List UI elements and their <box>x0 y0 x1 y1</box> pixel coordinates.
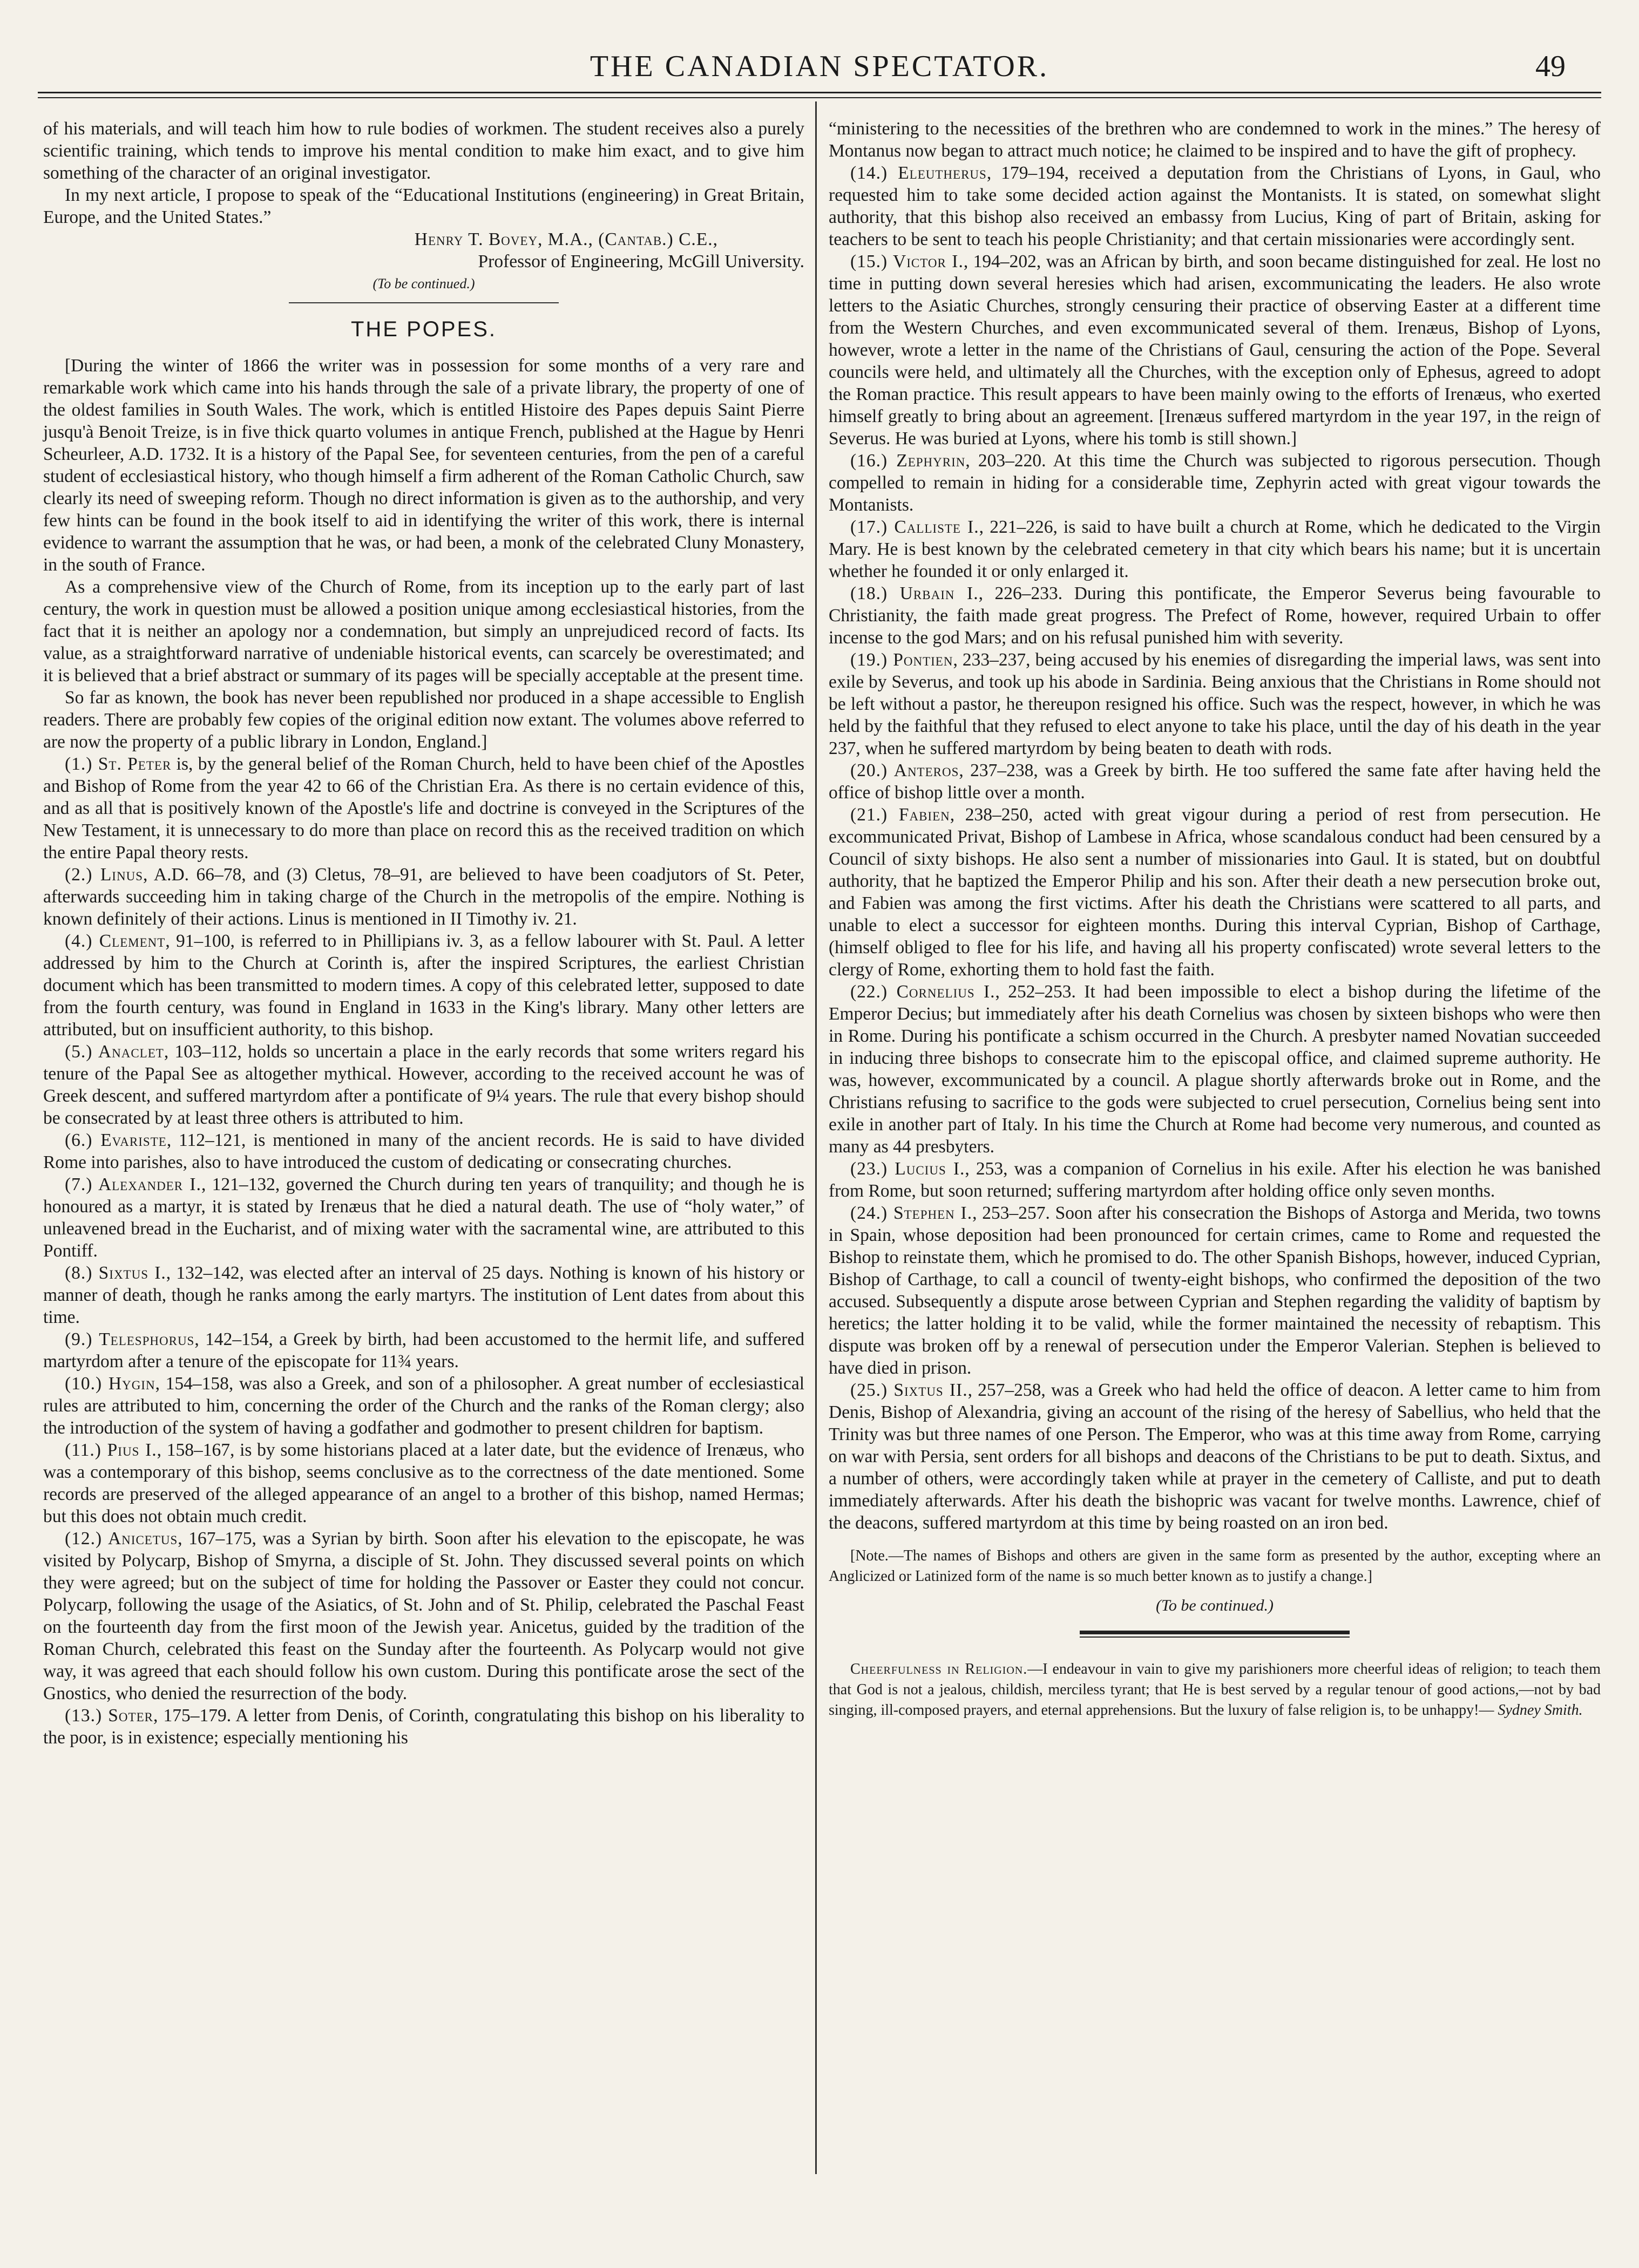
pope-entry <box>43 1041 804 1129</box>
pope-entry <box>829 162 1601 250</box>
pope-name: (23.) Lucius I. <box>850 1159 965 1179</box>
pope-entry <box>829 649 1601 759</box>
pope-entry <box>829 250 1601 450</box>
pope-entry <box>43 1439 804 1527</box>
section-divider <box>289 302 559 303</box>
pope-entry <box>43 864 804 930</box>
pope-name: (21.) Fabien <box>850 805 950 825</box>
pope-entry <box>829 804 1601 981</box>
pope-text: , 226–233. During this pontificate, the Emperor Severus being favourable to Christianity, the faith made great progress. The Prefect of Rome, however, required Urbain to offer incense to the god Mars; and on his refusal punished him with severity. <box>829 583 1601 648</box>
pope-text: , 221–226, is said to have built a church at Rome, which he dedicated to the Virgin Mary. He is best known by the celebrated cemetery in that city which bears his name; but it is uncertain whether he founded it or only enlarged it. <box>829 517 1601 581</box>
pope-entry <box>829 1379 1601 1534</box>
pope-entry <box>829 1158 1601 1202</box>
cheerfulness-text: —I endeavour in vain to give my parishioners more cheerful ideas of religion; to teach them that God is not a jealous, childish, merciless tyrant; that He is best served by a regular tenour of good actions,—not by bad singing, ill-composed prayers, and eternal apprehensions. But the luxury of false religion is, to be unhappy!— <box>829 1661 1601 1719</box>
pope-entry <box>43 930 804 1041</box>
popes-intro-paragraph: [During the winter of 1866 the writer was in possession for some months of a very rare and remarkable work which came into his hands through the sale of a private library, the property of one of the oldest families in South Wales. The work, which is entitled Histoire des Papes depuis Saint Pierre jusqu'à Benoit Treize, is in five thick quarto volumes in antique French, published at the Hague by Henri Scheurleer, A.D. 1732. It is a history of the Papal See, for seventeen centuries, from the pen of a careful student of ecclesiastical history, who though himself a firm adherent of the Roman Catholic Church, saw clearly its need of sweeping reform. Though no direct information is given as to the authorship, and very few hints can be found in the book itself to aid in identifying the writer of this work, there is internal evidence to warrant the assumption that he was, or had been, a monk of the celebrated Cluny Monastery, in the south of France. <box>43 356 804 575</box>
pope-name: (11.) Pius I. <box>65 1440 157 1460</box>
pope-text: , 257–258, was a Greek who had held the office of deacon. A letter came to him from Denis, Bishop of Alexandria, giving an account of the rising of the heresy of Sabellius, who held that the Trinity was but three names of one Person. The Emperor, who was at this time away from Rome, carrying on war with Persia, sent orders for all bishops and deacons of the Christians to be put to death. Sixtus, and a number of others, were accordingly taken while at prayer in the cemetery of Calliste, and put to death immediately afterwards. After his death the bishopric was vacant for twelve months. Lawrence, chief of the deacons, suffered martyrdom at this time by being roasted on an iron bed. <box>829 1380 1601 1533</box>
pope-text: , 252–253. It had been impossible to elect a bishop during the lifetime of the Emperor Decius; but immediately after his death Cornelius was chosen by sixteen bishops who were then in Rome. During his pontificate a schism occurred in the Church. A presbyter named Novatian succeeded in inducing three bishops to consecrate him to the episcopal office, and claimed supreme authority. He was, however, excommunicated by a council. A plague shortly afterwards broke out in Rome, and the Christians refusing to sacrifice to the gods were subjected to cruel persecution, Cornelius being sent into exile in another part of Italy. In his time the Church at Rome had become very numerous, and counted as many as 44 presbyters. <box>829 982 1601 1157</box>
pope-text: is, by the general belief of the Roman Church, held to have been chief of the Apostles and Bishop of Rome from the year 42 to 66 of the Christian Era. As there is no certain evidence of this, and as all that is positively known of the Apostle's life and doctrine is conveyed in the Scriptures of the New Testament, it is unnecessary to do more than place on record this as the received tradition on which the entire Papal theory rests. <box>43 754 804 863</box>
pope-text: , A.D. 66–78, and (3) Cletus, 78–91, are believed to have been coadjutors of St. Peter, afterwards succeeding him in taking charge of the Church in the metropolis of the empire. Nothing is known definitely of their actions. Linus is mentioned in II Timothy iv. 21. <box>43 865 804 929</box>
pope-name: (1.) St. Peter <box>65 754 172 774</box>
pope-text: , 253, was a companion of Cornelius in his exile. After his election he was banished from Rome, but soon returned; suffering martyrdom after holding office only seven months. <box>829 1159 1601 1201</box>
pope-entry <box>829 582 1601 649</box>
pope-text: , 132–142, was elected after an interval of 25 days. Nothing is known of his history or manner of death, though he ranks among the early martyrs. The institution of Lent dates from about this time. <box>43 1263 804 1327</box>
pope-text: , 121–132, governed the Church during ten years of tranquility; and though he is honoured as a martyr, it is stated by Irenæus that he died a natural death. The use of “holy water,” of unleavened bread in the Eucharist, and of mixing water with the sacramental wine, are attributed to this Pontiff. <box>43 1174 804 1261</box>
pope-entry <box>43 1705 804 1749</box>
pope-text: , 238–250, acted with great vigour during a period of rest from persecution. He excommunicated Privat, Bishop of Lambese in Africa, whose scandalous conduct had been censured by a Council of sixty bishops. He also sent a number of missionaries into Gaul. It is stated, but on doubtful authority, that he baptized the Emperor Philip and his son. After their death a new persecution broke out, and Fabien was among the first victims. After his death the Christians were scattered to all parts, and unable to elect a successor for eighteen months. During this interval Cyprian, Bishop of Carthage, (himself obliged to flee for his life, and having all his property confiscated) wrote several letters to the clergy of Rome, exhorting them to hold fast the faith. <box>829 805 1601 980</box>
pope-name: (18.) Urbain I. <box>850 583 979 603</box>
pope-text: , 91–100, is referred to in Phillipians iv. 3, as a fellow labourer with St. Paul. A letter addressed by him to the Church at Corinth is, after the inspired Scriptures, the earliest Christian document which has been transmitted to modern times. A copy of this celebrated letter, supposed to date from the fourth century, was found in England in 1633 in the King's library. Many other letters are attributed, but on insufficient authority, to this bishop. <box>43 931 804 1040</box>
pope-name: (4.) Clement <box>65 931 166 951</box>
section-divider <box>1080 1631 1350 1638</box>
pope-text: , 112–121, is mentioned in many of the ancient records. He is said to have divided Rome into parishes, also to have introduced the custom of dedicating or consecrating churches. <box>43 1130 804 1172</box>
page-number: 49 <box>1535 50 1566 83</box>
pope-text: , 154–158, was also a Greek, and son of a philosopher. A great number of ecclesiastical rules are attributed to him, concerning the order of the Church and the ranks of the Roman clergy; also the introduction of the system of having a godfather and godmother to present children for baptism. <box>43 1374 804 1438</box>
pope-entry <box>829 1202 1601 1379</box>
pope-entry-continuation: “ministering to the necessities of the brethren who are condemned to work in the mines.” The heresy of Montanus now began to attract much notice; he claimed to be inspired and to have the gift of prophecy. <box>829 119 1601 161</box>
pope-text: , 158–167, is by some historians placed at a later date, but the evidence of Irenæus, who was a contemporary of this bishop, seems conclusive as to the correctness of the date mentioned. Some records are preserved of the alleged appearance of an angel to a brother of this bishop, named Hermas; but this does not obtain much credit. <box>43 1440 804 1526</box>
cheerfulness-paragraph <box>829 1659 1601 1721</box>
pope-entry <box>829 450 1601 516</box>
pope-name: (20.) Anteros <box>850 760 959 780</box>
popes-intro-paragraph: As a comprehensive view of the Church of Rome, from its inception up to the early part of last century, the work in question must be allowed a position unique among ecclesiastical histories, from the fact that it is neither an apology nor a condemnation, but simply an unprejudiced record of facts. Its value, as a straightforward narrative of undeniable historical events, can scarcely be overestimated; and it is believed that a brief abstract or summary of its pages will be specially acceptable at the present time. <box>43 577 804 685</box>
pope-entry <box>43 753 804 864</box>
pope-entry <box>829 516 1601 582</box>
column-divider <box>815 101 817 2174</box>
popes-intro-paragraph: So far as known, the book has never been republished nor produced in a shape accessible to English readers. There are probably few copies of the original edition now extant. The volumes above referred to are now the property of a public library in London, England.] <box>43 688 804 752</box>
pope-text: , 237–238, was a Greek by birth. He too suffered the same fate after having held the office of bishop little over a month. <box>829 760 1601 803</box>
pope-name: (12.) Anicetus <box>65 1529 178 1549</box>
pope-text: , 253–257. Soon after his consecration the Bishops of Astorga and Merida, two towns in Spain, whose deposition had been pronounced for certain crimes, came to Rome and requested the Bishop to reinstate them, which he promised to do. The other Spanish Bishops, however, induced Cyprian, Bishop of Carthage, to call a council of twenty-eight bishops, who confirmed the deposition of the two accused. Subsequently a dispute arose between Cyprian and Stephen regarding the validity of baptism by heretics; the latter holding it to be valid, while the former maintained the necessity of rebaptism. This dispute was broken off by a renewal of persecution under the Emperor Valerian. Stephen is believed to have died in prison. <box>829 1203 1601 1378</box>
pope-name: (8.) Sixtus I. <box>65 1263 166 1283</box>
article-continuation-paragraph: of his materials, and will teach him how to rule bodies of workmen. The student receives also a purely scientific training, which tends to improve his mental condition to make him exact, and to give him something of the character of an original investigator. <box>43 119 804 183</box>
pope-entry <box>43 1129 804 1173</box>
left-column <box>43 118 804 1749</box>
pope-name: (9.) Telesphorus <box>65 1329 195 1349</box>
pope-text: , 203–220. At this time the Church was subjected to rigorous persecution. Though compelled to remain in hiding for a considerable time, Zephyrin acted with great vigour towards the Montanists. <box>829 451 1601 515</box>
pope-text: , 103–112, holds so uncertain a place in the early records that some writers regard his tenure of the Papal See as altogether mythical. However, according to the received account he was of Greek descent, and suffered martyrdom after a pontificate of 9¼ years. The rule that every bishop should be consecrated by at least three others is attributed to him. <box>43 1042 804 1128</box>
pope-entry <box>829 759 1601 804</box>
pope-text: , 175–179. A letter from Denis, of Corinth, congratulating this bishop on his liberality to the poor, is in existence; especially mentioning his <box>43 1706 804 1748</box>
pope-name: (24.) Stephen I. <box>850 1203 973 1223</box>
masthead-title: THE CANADIAN SPECTATOR. <box>590 50 1049 83</box>
author-signature <box>43 228 804 250</box>
author-name: Henry T. Bovey, M.A., (Cantab.) C.E., <box>414 229 718 249</box>
header-rule <box>38 92 1601 93</box>
cheerfulness-heading: Cheerfulness in Religion. <box>850 1661 1028 1678</box>
pope-entry <box>829 981 1601 1158</box>
pope-name: (22.) Cornelius I. <box>850 982 995 1002</box>
pope-entry <box>43 1173 804 1262</box>
pope-name: (7.) Alexander I. <box>65 1174 201 1194</box>
pope-name: (17.) Calliste I. <box>850 517 979 537</box>
pope-text: , 179–194, received a deputation from the Christians of Lyons, in Gaul, who requested him to take some decided action against the Montanists. It is stated, on somewhat slight authority, that this bishop also received an embassy from Lucius, King of part of Britain, asking for teachers to be sent to teach his people Christianity; and that certain missionaries were accordingly sent. <box>829 163 1601 249</box>
pope-entry <box>43 1373 804 1439</box>
to-be-continued-note: (To be continued.) <box>372 276 475 291</box>
author-title: Professor of Engineering, McGill University. <box>478 252 804 271</box>
article-paragraph: In my next article, I propose to speak of the “Educational Institutions (engineering) in Great Britain, Europe, and the United States.” <box>43 185 804 227</box>
pope-entry <box>43 1527 804 1705</box>
pope-name: (14.) Eleutherus <box>850 163 987 183</box>
editorial-note: [Note.—The names of Bishops and others are given in the same form as presented by the author, excepting where an Anglicized or Latinized form of the name is so much better known as to justify a change.] <box>829 1547 1601 1585</box>
pope-text: , 167–175, was a Syrian by birth. Soon after his elevation to the episcopate, he was visited by Polycarp, Bishop of Smyrna, a disciple of St. John. They discussed several points on which they were agreed; but on the subject of time for holding the Passover or Easter they could not concur. Polycarp, following the usage of the Asiatics, of St. John and of St. Philip, celebrated the Paschal Feast on the fourteenth day from the first moon of the Jewish year. Anicetus, guided by the tradition of the Roman Church, celebrated this feast on the Sunday after the fourteenth. As Polycarp would not give way, it was agreed that each should follow his own custom. During this pontificate arose the sect of the Gnostics, who denied the resurrection of the body. <box>43 1529 805 1703</box>
pope-name: (16.) Zephyrin <box>850 451 966 471</box>
right-column <box>829 118 1601 1721</box>
pope-text: , 142–154, a Greek by birth, had been accustomed to the hermit life, and suffered martyrdom after a tenure of the episcopate for 11¾ years. <box>43 1329 804 1371</box>
pope-entry <box>43 1262 804 1328</box>
pope-name: (10.) Hygin <box>65 1374 155 1394</box>
section-title: THE POPES. <box>350 317 497 341</box>
page-header <box>0 0 1639 97</box>
to-be-continued-note: (To be continued.) <box>1155 1597 1274 1614</box>
pope-name: (19.) Pontien <box>850 650 953 670</box>
header-rule-secondary <box>38 97 1601 98</box>
pope-name: (13.) Soter <box>65 1706 153 1726</box>
pope-text: , 194–202, was an African by birth, and soon became distinguished for zeal. He lost no time in putting down several heresies which had arisen, excommunicating the leaders. He also wrote letters to the Asiatic Churches, strongly censuring their practice of observing Easter at a different time from the Western Churches, and even excommunicated several of them. Irenæus, Bishop of Lyons, however, wrote a letter in the name of the Christians of Gaul, censuring the action of the Pope. Several councils were held, and ultimately all the Churches, with the exception only of Ephesus, agreed to adopt the Roman practice. This result appears to have been mainly owing to the efforts of Irenæus, who exerted himself greatly to bring about an agreement. [Irenæus suffered martyrdom in the year 197, in the reign of Severus. He was buried at Lyons, where his tomb is still shown.] <box>829 252 1601 449</box>
pope-name: (25.) Sixtus II. <box>850 1380 968 1400</box>
pope-entry <box>43 1328 804 1373</box>
pope-name: (2.) Linus <box>65 865 143 885</box>
cheerfulness-author: Sydney Smith. <box>1498 1702 1583 1719</box>
pope-text: , 233–237, being accused by his enemies of disregarding the imperial laws, was sent into exile by Severus, and took up his abode in Sardinia. Being anxious that the Christians in Rome should not be left without a pastor, he thereupon resigned his office. Such was the respect, however, in which he was held by the faithful that they refused to elect anyone to take his place, until the day of his death in the year 237, when he suffered martyrdom by being beaten to death with rods. <box>829 650 1601 758</box>
pope-name: (5.) Anaclet <box>65 1042 164 1062</box>
pope-name: (6.) Evariste <box>65 1130 167 1150</box>
pope-name: (15.) Victor I. <box>850 252 964 271</box>
